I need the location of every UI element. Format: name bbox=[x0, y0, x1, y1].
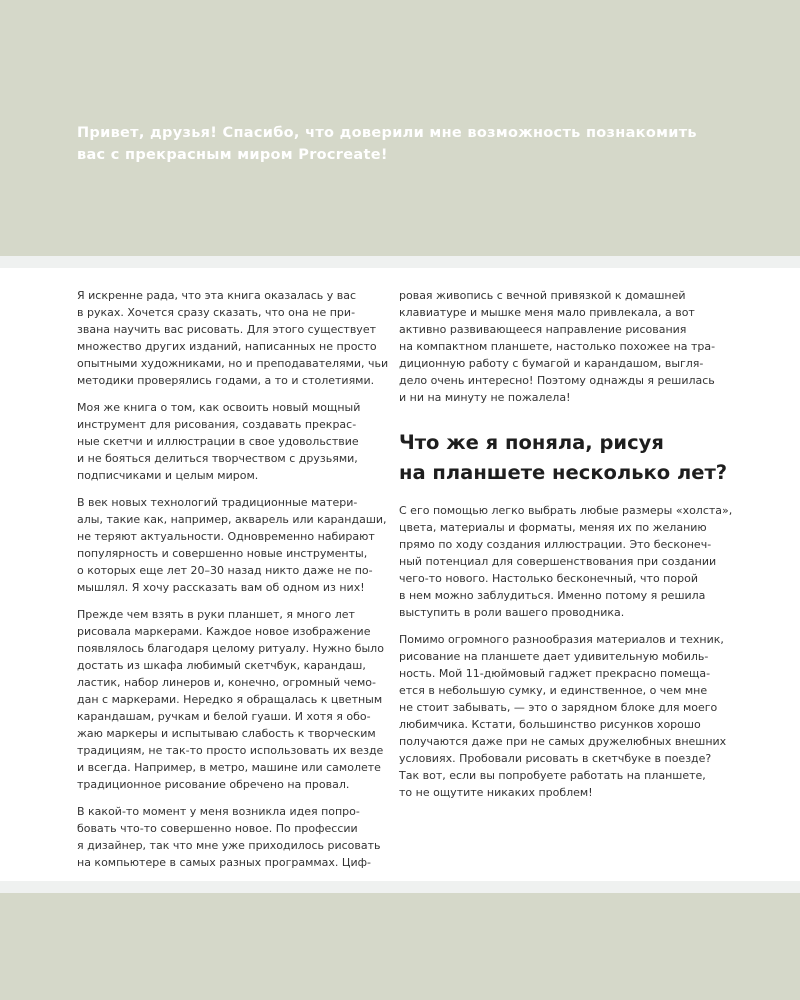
text-line: множество других изданий, написанных не просто bbox=[77, 340, 377, 353]
text-line: рисовала маркерами. Каждое новое изображение bbox=[77, 625, 371, 638]
paragraph bbox=[77, 803, 381, 871]
text-line: инструмент для рисования, создавать прекрас- bbox=[77, 418, 357, 431]
text-line: ровая живопись с вечной привязкой к домашней bbox=[399, 289, 686, 302]
text-line: в руках. Хочется сразу сказать, что она не при- bbox=[77, 306, 356, 319]
paragraph bbox=[77, 399, 377, 484]
paragraph bbox=[77, 494, 387, 596]
text-line: условиях. Пробовали рисовать в скетчбуке в поезде? bbox=[399, 752, 712, 765]
text-line: и не бояться делиться творчеством с друзьями, bbox=[77, 452, 358, 465]
text-line: опытными художниками, но и преподавателями, чьи bbox=[77, 357, 389, 370]
text-line: прямо по ходу создания иллюстрации. Это бесконеч- bbox=[399, 538, 712, 551]
text-line: Я искренне рада, что эта книга оказалась у вас bbox=[77, 289, 357, 302]
left-text-column bbox=[77, 287, 389, 881]
text-line: В какой-то момент у меня возникла идея попро- bbox=[77, 805, 360, 818]
text-line: активно развивающееся направление рисования bbox=[399, 323, 687, 336]
text-line: не стоит забывать, — это о зарядном блоке для моего bbox=[399, 701, 718, 714]
text-line: любимчика. Кстати, большинство рисунков хорошо bbox=[399, 718, 701, 731]
text-line: ластик, набор линеров и, конечно, огромный чемо- bbox=[77, 676, 376, 689]
text-line: В век новых технологий традиционные матери- bbox=[77, 496, 358, 509]
text-line: С его помощью легко выбрать любые размеры «холста», bbox=[399, 504, 733, 517]
text-line: ный потенциал для совершенствования при создании bbox=[399, 555, 717, 568]
text-line: Помимо огромного разнообразия материалов и техник, bbox=[399, 633, 724, 646]
text-line: то не ощутите никаких проблем! bbox=[399, 786, 593, 799]
paragraph bbox=[77, 606, 384, 793]
text-line: алы, такие как, например, акварель или карандаши, bbox=[77, 513, 387, 526]
text-line: не теряют актуальности. Одновременно набирают bbox=[77, 530, 375, 543]
text-line: Моя же книга о том, как освоить новый мощный bbox=[77, 401, 361, 414]
text-line: традициям, не так-то просто использовать их везде bbox=[77, 744, 384, 757]
right-text-column bbox=[399, 287, 733, 811]
text-line: я дизайнер, так что мне уже приходилось рисовать bbox=[77, 839, 381, 852]
text-line: традиционное рисование обречено на провал. bbox=[77, 778, 350, 791]
text-line: ные скетчи и иллюстрации в свое удовольствие bbox=[77, 435, 359, 448]
text-line: карандашам, ручкам и белой гуаши. И хотя я обо- bbox=[77, 710, 371, 723]
text-line: популярность и совершенно новые инструменты, bbox=[77, 547, 368, 560]
paragraph bbox=[399, 631, 727, 801]
text-line: Так вот, если вы попробуете работать на планшете, bbox=[399, 769, 706, 782]
text-line: выступить в роли вашего проводника. bbox=[399, 606, 625, 619]
text-line: звана научить вас рисовать. Для этого существует bbox=[77, 323, 376, 336]
text-line: ется в небольшую сумку, и единственное, о чем мне bbox=[399, 684, 708, 697]
text-line: на компактном планшете, настолько похожее на тра- bbox=[399, 340, 716, 353]
text-line: рисование на планшете дает удивительную мобиль- bbox=[399, 650, 709, 663]
paragraph bbox=[399, 502, 733, 621]
text-line: клавиатуре и мышке меня мало привлекала, а вот bbox=[399, 306, 695, 319]
heading-line: на планшете несколько лет? bbox=[399, 461, 728, 484]
heading-line: Что же я поняла, рисуя bbox=[399, 431, 664, 454]
divider-strip-top bbox=[0, 256, 800, 268]
text-line: ность. Мой 11-дюймовый гаджет прекрасно помеща- bbox=[399, 667, 711, 680]
bottom-color-band bbox=[0, 893, 800, 1000]
text-line: бовать что-то совершенно новое. По профессии bbox=[77, 822, 358, 835]
paragraph bbox=[399, 287, 716, 406]
section-heading bbox=[399, 428, 728, 488]
text-line: чего-то нового. Настолько бесконечный, что порой bbox=[399, 572, 698, 585]
text-line: подписчиками и целым миром. bbox=[77, 469, 259, 482]
text-line: жаю маркеры и испытываю слабость к творческим bbox=[77, 727, 376, 740]
text-line: на компьютере в самых разных программах. Циф- bbox=[77, 856, 371, 869]
text-line: и всегда. Например, в метро, машине или самолете bbox=[77, 761, 381, 774]
intro-callout bbox=[77, 122, 737, 166]
text-line: появлялось благодаря целому ритуалу. Нужно было bbox=[77, 642, 384, 655]
text-line: получаются даже при не самых дружелюбных внешних bbox=[399, 735, 727, 748]
text-line: и ни на минуту не пожалела! bbox=[399, 391, 571, 404]
text-line: о которых еще лет 20–30 назад никто даже не по- bbox=[77, 564, 373, 577]
intro-line: Привет, друзья! Спасибо, что доверили мне возможность познакомить bbox=[77, 125, 697, 141]
text-line: диционную работу с бумагой и карандашом, выгля- bbox=[399, 357, 704, 370]
text-line: мышлял. Я хочу рассказать вам об одном из них! bbox=[77, 581, 365, 594]
text-line: Прежде чем взять в руки планшет, я много лет bbox=[77, 608, 355, 621]
text-line: в нем можно заблудиться. Именно потому я решила bbox=[399, 589, 706, 602]
text-line: дан с маркерами. Нередко я обращалась к цветным bbox=[77, 693, 383, 706]
text-line: дело очень интересно! Поэтому однажды я решилась bbox=[399, 374, 715, 387]
divider-strip-bottom bbox=[0, 881, 800, 893]
paragraph bbox=[77, 287, 389, 389]
text-line: методики проверялись годами, а то и столетиями. bbox=[77, 374, 375, 387]
text-line: достать из шкафа любимый скетчбук, карандаш, bbox=[77, 659, 366, 672]
text-line: цвета, материалы и форматы, меняя их по желанию bbox=[399, 521, 707, 534]
intro-line: вас с прекрасным миром Procreate! bbox=[77, 147, 388, 163]
